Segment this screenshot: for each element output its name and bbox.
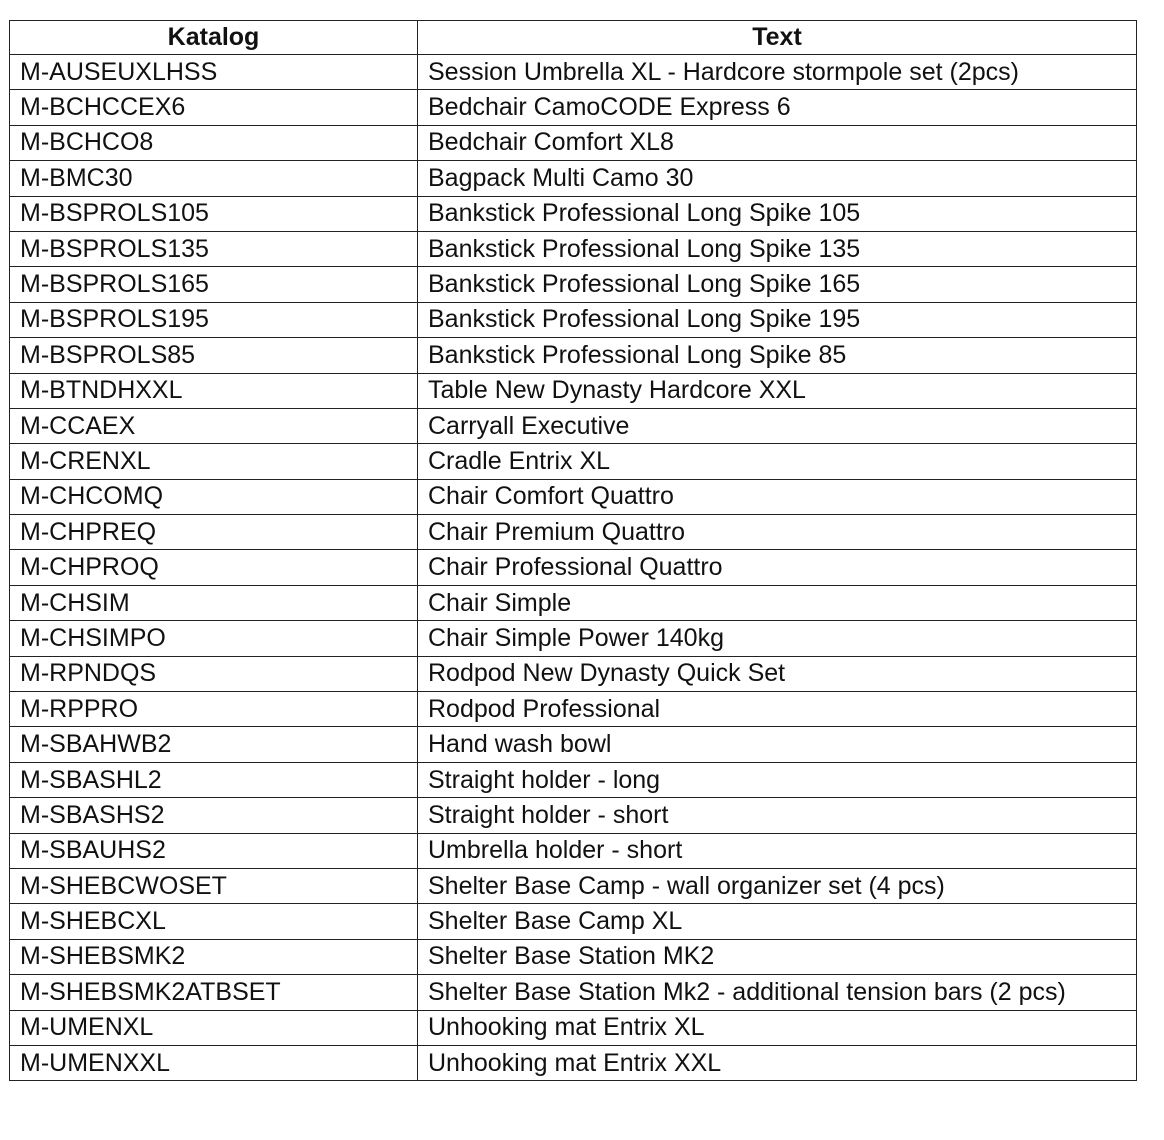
katalog-cell: M-SBAUHS2 <box>10 833 418 868</box>
table-row <box>10 196 1137 231</box>
katalog-cell: M-BTNDHXXL <box>10 373 418 408</box>
table-row <box>10 939 1137 974</box>
katalog-cell: M-CHCOMQ <box>10 479 418 514</box>
katalog-cell: M-AUSEUXLHSS <box>10 55 418 90</box>
table-row <box>10 550 1137 585</box>
table-body <box>10 55 1137 1081</box>
text-cell: Carryall Executive <box>418 408 1137 443</box>
table-row <box>10 231 1137 266</box>
katalog-cell: M-SHEBSMK2ATBSET <box>10 975 418 1010</box>
table-row <box>10 904 1137 939</box>
table-row <box>10 444 1137 479</box>
text-cell: Unhooking mat Entrix XXL <box>418 1045 1137 1080</box>
text-cell: Session Umbrella XL - Hardcore stormpole set (2pcs) <box>418 55 1137 90</box>
katalog-cell: M-BSPROLS195 <box>10 302 418 337</box>
table-row <box>10 515 1137 550</box>
text-cell: Shelter Base Camp XL <box>418 904 1137 939</box>
text-cell: Shelter Base Station Mk2 - additional tension bars (2 pcs) <box>418 975 1137 1010</box>
katalog-cell: M-CHPREQ <box>10 515 418 550</box>
text-cell: Bankstick Professional Long Spike 105 <box>418 196 1137 231</box>
katalog-cell: M-SBAHWB2 <box>10 727 418 762</box>
text-cell: Table New Dynasty Hardcore XXL <box>418 373 1137 408</box>
column-header-text: Text <box>418 21 1137 55</box>
table-row <box>10 656 1137 691</box>
katalog-cell: M-SHEBSMK2 <box>10 939 418 974</box>
column-header-katalog: Katalog <box>10 21 418 55</box>
katalog-cell: M-CHSIM <box>10 585 418 620</box>
table-row <box>10 373 1137 408</box>
text-cell: Unhooking mat Entrix XL <box>418 1010 1137 1045</box>
text-cell: Umbrella holder - short <box>418 833 1137 868</box>
katalog-cell: M-BSPROLS105 <box>10 196 418 231</box>
katalog-cell: M-CHPROQ <box>10 550 418 585</box>
table-row <box>10 408 1137 443</box>
katalog-cell: M-BSPROLS85 <box>10 338 418 373</box>
text-cell: Bagpack Multi Camo 30 <box>418 161 1137 196</box>
katalog-cell: M-BSPROLS165 <box>10 267 418 302</box>
katalog-cell: M-BCHCCEX6 <box>10 90 418 125</box>
table-row <box>10 975 1137 1010</box>
table-header-row <box>10 21 1137 55</box>
text-cell: Bankstick Professional Long Spike 195 <box>418 302 1137 337</box>
table-row <box>10 798 1137 833</box>
table-row <box>10 692 1137 727</box>
text-cell: Bedchair Comfort XL8 <box>418 125 1137 160</box>
katalog-cell: M-CHSIMPO <box>10 621 418 656</box>
table-row <box>10 585 1137 620</box>
text-cell: Rodpod Professional <box>418 692 1137 727</box>
katalog-cell: M-CRENXL <box>10 444 418 479</box>
katalog-cell: M-UMENXXL <box>10 1045 418 1080</box>
text-cell: Straight holder - short <box>418 798 1137 833</box>
table-row <box>10 1045 1137 1080</box>
text-cell: Bankstick Professional Long Spike 135 <box>418 231 1137 266</box>
table-row <box>10 833 1137 868</box>
table-row <box>10 338 1137 373</box>
table-row <box>10 90 1137 125</box>
katalog-cell: M-SHEBCXL <box>10 904 418 939</box>
katalog-cell: M-RPPRO <box>10 692 418 727</box>
katalog-cell: M-CCAEX <box>10 408 418 443</box>
katalog-cell: M-SBASHS2 <box>10 798 418 833</box>
text-cell: Shelter Base Station MK2 <box>418 939 1137 974</box>
text-cell: Bedchair CamoCODE Express 6 <box>418 90 1137 125</box>
text-cell: Chair Premium Quattro <box>418 515 1137 550</box>
text-cell: Chair Professional Quattro <box>418 550 1137 585</box>
katalog-cell: M-BCHCO8 <box>10 125 418 160</box>
table-row <box>10 621 1137 656</box>
text-cell: Chair Comfort Quattro <box>418 479 1137 514</box>
table-row <box>10 55 1137 90</box>
table-row <box>10 161 1137 196</box>
text-cell: Cradle Entrix XL <box>418 444 1137 479</box>
katalog-cell: M-RPNDQS <box>10 656 418 691</box>
table-row <box>10 125 1137 160</box>
text-cell: Straight holder - long <box>418 762 1137 797</box>
katalog-cell: M-BSPROLS135 <box>10 231 418 266</box>
catalog-sheet <box>9 20 1137 1081</box>
text-cell: Bankstick Professional Long Spike 85 <box>418 338 1137 373</box>
katalog-cell: M-SBASHL2 <box>10 762 418 797</box>
table-row <box>10 868 1137 903</box>
katalog-cell: M-UMENXL <box>10 1010 418 1045</box>
text-cell: Bankstick Professional Long Spike 165 <box>418 267 1137 302</box>
text-cell: Chair Simple Power 140kg <box>418 621 1137 656</box>
table-row <box>10 479 1137 514</box>
katalog-cell: M-SHEBCWOSET <box>10 868 418 903</box>
table-row <box>10 267 1137 302</box>
katalog-cell: M-BMC30 <box>10 161 418 196</box>
text-cell: Chair Simple <box>418 585 1137 620</box>
text-cell: Shelter Base Camp - wall organizer set (4 pcs) <box>418 868 1137 903</box>
table-row <box>10 727 1137 762</box>
table-row <box>10 762 1137 797</box>
catalog-table <box>9 20 1137 1081</box>
text-cell: Rodpod New Dynasty Quick Set <box>418 656 1137 691</box>
table-row <box>10 302 1137 337</box>
table-row <box>10 1010 1137 1045</box>
text-cell: Hand wash bowl <box>418 727 1137 762</box>
